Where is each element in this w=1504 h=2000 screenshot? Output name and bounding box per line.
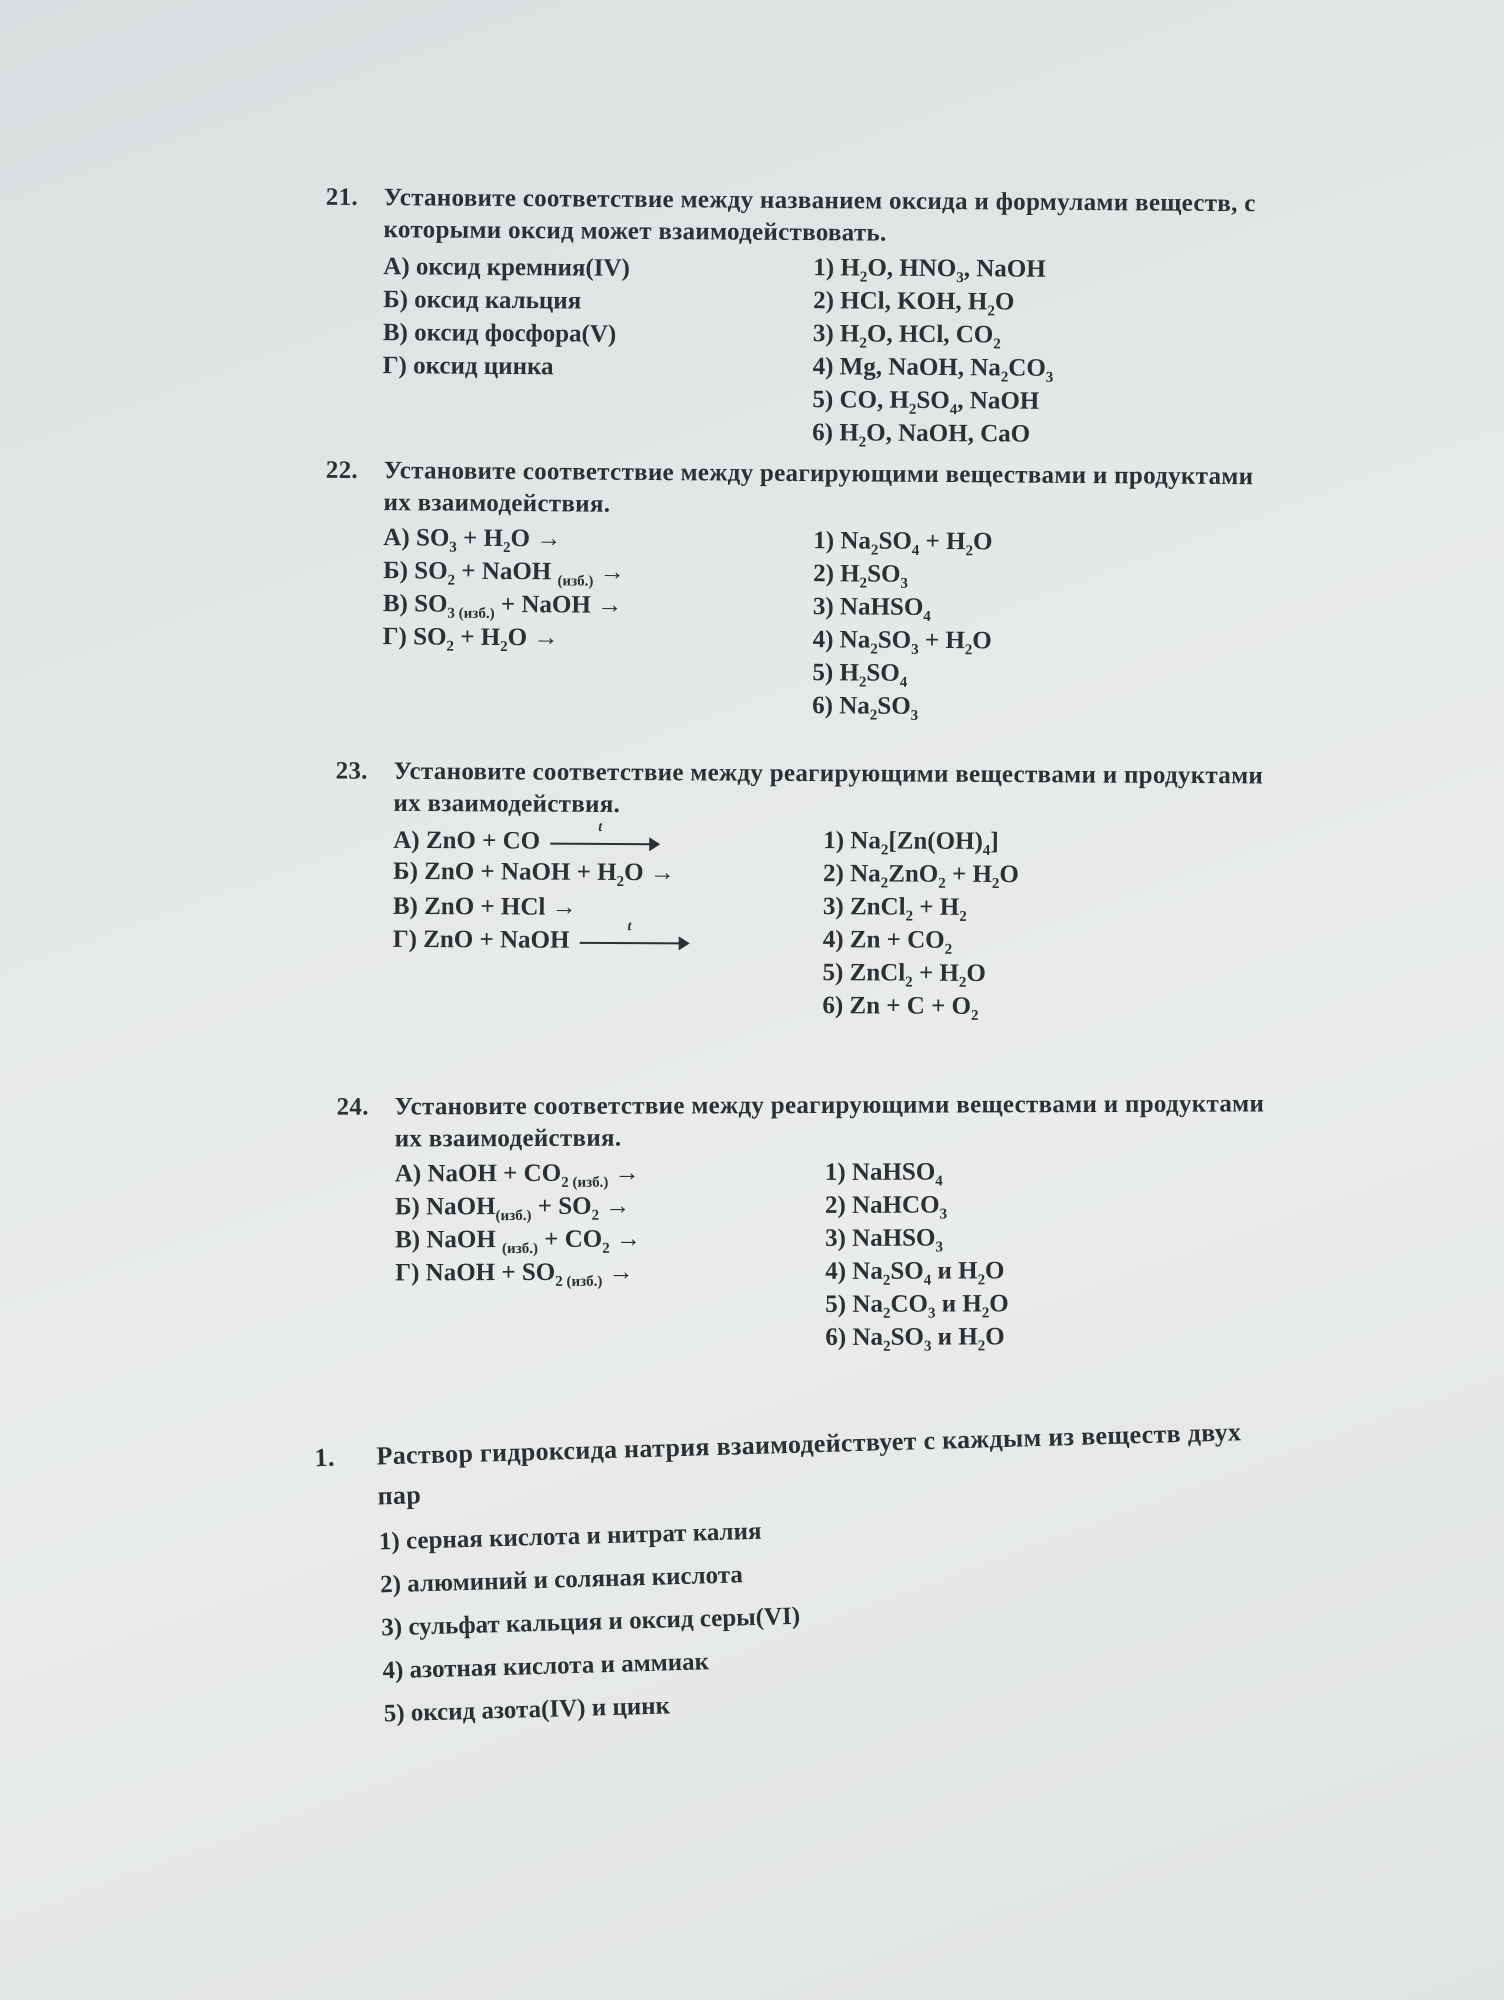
- question-1: [314, 1412, 1264, 1737]
- reactant-item: В) оксид фосфора(V): [382, 318, 617, 348]
- question-21: [324, 182, 1264, 455]
- question-number: 24.: [336, 1093, 369, 1121]
- match-rows: [395, 1156, 1276, 1357]
- reactant-item: Б) NaOH$_{(изб.)}$ + $SO_2$ →: [394, 1192, 631, 1224]
- product-item: 4) $Na_2SO_3 + H_2O$: [812, 625, 992, 658]
- reactant-item: В) ZnO + HCl →: [392, 892, 577, 921]
- product-item: 5) CO, $H_2SO_4$, NaOH: [812, 385, 1040, 418]
- question-number: 23.: [335, 757, 368, 785]
- answer-option: 5) оксид азота(IV) и цинк: [383, 1692, 671, 1728]
- reactant-item: [393, 972, 823, 974]
- reactant-item: [382, 672, 812, 675]
- product-item: 3) $H_2O$, HCl, $CO_2$: [812, 319, 1001, 352]
- product-item: 5) $H_2SO_4$: [812, 658, 908, 691]
- question-text: Установите соответствие между реагирующими веществами и продуктами их взаимодействия.: [393, 757, 1264, 819]
- reactant-item: Б) ZnO + NaOH + $H_2O$ →: [393, 857, 675, 890]
- product-item: 5) $Na_2CO_3$ и $H_2O$: [825, 1289, 1009, 1322]
- match-row: [392, 989, 1272, 1027]
- product-item: 6) $Na_2SO_3$: [812, 691, 919, 724]
- match-rows: [382, 523, 1263, 727]
- product-item: 1) NaHSO$_4$: [824, 1158, 943, 1190]
- match-row: [383, 622, 1263, 661]
- question-text: Раствор гидроксида натрия взаимодействует с каждым из веществ двух пар: [376, 1417, 1242, 1511]
- answer-options: [378, 1496, 1264, 1735]
- match-row: [392, 956, 1272, 994]
- reactant-item: Г) $SO_2 + H_2O$ →: [382, 622, 559, 655]
- product-item: 1) $H_2O$, $HNO_3$, NaOH: [813, 253, 1046, 286]
- question-24: [337, 1088, 1276, 1357]
- match-row: [395, 1288, 1275, 1324]
- product-item: 6) $H_2O$, NaOH, CaO: [812, 418, 1031, 451]
- reactant-item: [395, 1339, 825, 1341]
- match-rows: [392, 819, 1273, 1027]
- product-item: 4) $Na_2SO_4$ и $H_2O$: [825, 1256, 1005, 1289]
- reactant-item: А) оксид кремния(IV): [383, 252, 630, 282]
- question-text: Установите соответствие между названием оксида и формулами веществ, с которыми оксид может взаимодействовать.: [383, 184, 1256, 247]
- match-row: [382, 688, 1262, 727]
- match-row: [395, 1189, 1275, 1225]
- question-23: [334, 756, 1273, 1027]
- heating-arrow-icon: [579, 918, 689, 950]
- answer-option: 4) азотная кислота и аммиак: [382, 1648, 710, 1685]
- answer-option: 1) серная кислота и нитрат калия: [378, 1517, 762, 1556]
- match-row: [392, 918, 1273, 961]
- reactant-item: [392, 1005, 822, 1007]
- match-row: [383, 589, 1263, 628]
- heating-arrow-icon: [550, 819, 660, 850]
- product-item: 2) HCl, KOH, $H_2O$: [813, 286, 1015, 319]
- answer-option: 3) сульфат кальция и оксид серы(VI): [380, 1602, 801, 1642]
- match-row: [395, 1222, 1275, 1258]
- product-item: 1) $Na_2SO_4 + H_2O$: [813, 526, 993, 559]
- product-item: 2) $Na_2ZnO_2 + H_2O$: [823, 859, 1019, 892]
- arrow-label: t: [598, 819, 603, 835]
- product-item: 3) NaHSO$_4$: [812, 592, 931, 625]
- reactant-item: Г) оксид цинка: [382, 351, 554, 380]
- match-row: [393, 819, 1273, 862]
- reactant-item: Г) ZnO + NaOH t: [393, 925, 823, 955]
- match-row: [393, 857, 1273, 895]
- match-row: [383, 556, 1263, 595]
- match-row: [383, 523, 1263, 562]
- product-item: 3) NaHSO$_3$: [825, 1224, 944, 1256]
- reactant-item: А) $SO_3 + H_2O$ →: [383, 523, 562, 556]
- reactant-item: [395, 1306, 825, 1308]
- arrow-label: t: [627, 918, 632, 934]
- reactant-item: [382, 432, 812, 435]
- product-item: 3) ZnCl$_2$ + $H_2$: [822, 892, 967, 925]
- product-item: 2) NaHCO$_3$: [824, 1191, 948, 1223]
- reactant-item: Б) $SO_2$ + NaOH $_{(изб.)}$ →: [383, 556, 625, 590]
- product-item: 6) $Na_2SO_3$ и $H_2O$: [825, 1322, 1005, 1355]
- product-item: 6) $Zn + C + O_2$: [822, 991, 979, 1024]
- question-number: 22.: [325, 456, 359, 484]
- product-item: 5) ZnCl$_2$ + $H_2O$: [822, 958, 986, 991]
- product-item: 2) $H_2SO_3$: [813, 559, 909, 592]
- reactant-item: [382, 705, 812, 708]
- question-number: 1.: [314, 1442, 336, 1473]
- product-item: 1) $Na_2[Zn(OH)_4]$: [823, 826, 999, 859]
- match-row: [382, 415, 1262, 454]
- question-22: [324, 455, 1264, 728]
- reactant-item: А) NaOH + $CO_{2 (изб.)}$ →: [394, 1159, 640, 1191]
- product-item: 4) $Zn + CO_2$: [822, 925, 953, 958]
- reactant-item: В) NaOH $_{(изб.)} + CO_2$ →: [395, 1225, 641, 1257]
- answer-option: 2) алюминий и соляная кислота: [379, 1561, 744, 1599]
- match-row: [395, 1255, 1275, 1291]
- match-row: [395, 1321, 1275, 1357]
- match-row: [395, 1156, 1275, 1192]
- reactant-item: Б) оксид кальция: [383, 285, 582, 315]
- question-number: 21.: [325, 183, 359, 211]
- reactant-item: А) ZnO + CO t: [393, 826, 823, 856]
- product-item: 4) Mg, NaOH, $Na_2CO_3$: [812, 352, 1054, 386]
- reactant-item: Г) NaOH + $SO_{2 (изб.)}$ →: [395, 1258, 634, 1290]
- match-row: [393, 890, 1273, 928]
- question-text: Установите соответствие между реагирующими веществами и продуктами их взаимодействия.: [383, 457, 1254, 518]
- question-text: Установите соответствие между реагирующими веществами и продуктами их взаимодействия.: [394, 1090, 1265, 1153]
- reactant-item: [382, 399, 812, 402]
- match-rows: [382, 250, 1263, 454]
- reactant-item: В) $SO_{3 (изб.)}$ + NaOH →: [382, 589, 623, 622]
